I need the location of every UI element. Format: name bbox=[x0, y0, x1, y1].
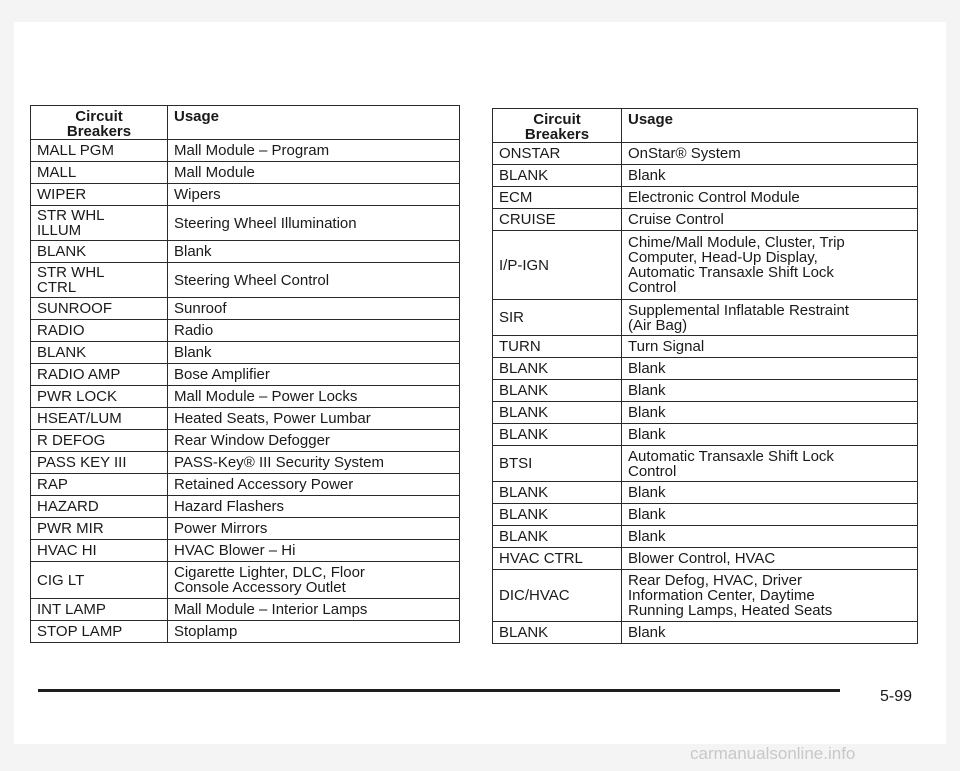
circuit-cell: CRUISE bbox=[493, 209, 622, 231]
usage-cell: Blank bbox=[622, 424, 918, 446]
circuit-cell: STR WHL ILLUM bbox=[31, 206, 168, 241]
circuit-cell: BLANK bbox=[493, 504, 622, 526]
table-row bbox=[493, 402, 918, 424]
usage-cell: Automatic Transaxle Shift Lock Control bbox=[622, 446, 918, 482]
table-row bbox=[493, 187, 918, 209]
usage-cell: Rear Defog, HVAC, Driver Information Center, Daytime Running Lamps, Heated Seats bbox=[622, 570, 918, 622]
table-row bbox=[493, 482, 918, 504]
usage-cell: Power Mirrors bbox=[168, 518, 460, 540]
table-row bbox=[493, 446, 918, 482]
usage-cell: Mall Module bbox=[168, 162, 460, 184]
circuit-cell: HAZARD bbox=[31, 496, 168, 518]
circuit-cell: DIC/HVAC bbox=[493, 570, 622, 622]
table-row bbox=[493, 358, 918, 380]
table-row bbox=[31, 263, 460, 298]
table-row bbox=[493, 209, 918, 231]
usage-cell: Rear Window Defogger bbox=[168, 430, 460, 452]
circuit-cell: PWR LOCK bbox=[31, 386, 168, 408]
usage-cell: Wipers bbox=[168, 184, 460, 206]
usage-cell: Heated Seats, Power Lumbar bbox=[168, 408, 460, 430]
table-row bbox=[493, 380, 918, 402]
table-row bbox=[31, 430, 460, 452]
circuit-cell: BLANK bbox=[493, 358, 622, 380]
watermark: carmanualsonline.info bbox=[690, 744, 856, 763]
circuit-cell: STOP LAMP bbox=[31, 621, 168, 643]
usage-cell: Cruise Control bbox=[622, 209, 918, 231]
table-row bbox=[493, 165, 918, 187]
circuit-cell: BLANK bbox=[493, 165, 622, 187]
usage-cell: Blank bbox=[622, 482, 918, 504]
usage-cell: Blank bbox=[622, 402, 918, 424]
circuit-cell: TURN bbox=[493, 336, 622, 358]
table-row bbox=[31, 386, 460, 408]
usage-cell: Electronic Control Module bbox=[622, 187, 918, 209]
circuit-cell: I/P-IGN bbox=[493, 231, 622, 300]
usage-cell: OnStar® System bbox=[622, 143, 918, 165]
table-row bbox=[31, 320, 460, 342]
circuit-cell: HVAC CTRL bbox=[493, 548, 622, 570]
table-row bbox=[31, 206, 460, 241]
circuit-breaker-table-left bbox=[30, 105, 460, 643]
usage-cell: Hazard Flashers bbox=[168, 496, 460, 518]
header-usage: Usage bbox=[622, 109, 918, 143]
circuit-cell: BLANK bbox=[31, 342, 168, 364]
usage-cell: Blank bbox=[622, 622, 918, 644]
circuit-cell: STR WHL CTRL bbox=[31, 263, 168, 298]
footer-rule bbox=[38, 689, 840, 692]
circuit-cell: BLANK bbox=[31, 241, 168, 263]
usage-cell: Radio bbox=[168, 320, 460, 342]
table-row bbox=[31, 162, 460, 184]
circuit-cell: R DEFOG bbox=[31, 430, 168, 452]
table-row bbox=[31, 562, 460, 599]
usage-cell: Chime/Mall Module, Cluster, Trip Computer, Head-Up Display, Automatic Transaxle Shift Lock Control bbox=[622, 231, 918, 300]
table-row bbox=[493, 143, 918, 165]
circuit-cell: SIR bbox=[493, 300, 622, 336]
table-header-row bbox=[493, 109, 918, 143]
usage-cell: Blank bbox=[168, 241, 460, 263]
circuit-cell: BLANK bbox=[493, 380, 622, 402]
circuit-cell: RADIO AMP bbox=[31, 364, 168, 386]
page-number: 5-99 bbox=[880, 688, 913, 705]
table-row bbox=[31, 241, 460, 263]
circuit-cell: HVAC HI bbox=[31, 540, 168, 562]
circuit-cell: SUNROOF bbox=[31, 298, 168, 320]
usage-cell: HVAC Blower – Hi bbox=[168, 540, 460, 562]
circuit-cell: BLANK bbox=[493, 402, 622, 424]
table-row bbox=[31, 408, 460, 430]
circuit-cell: BTSI bbox=[493, 446, 622, 482]
table-row bbox=[493, 300, 918, 336]
usage-cell: Blank bbox=[622, 526, 918, 548]
circuit-breaker-table-right bbox=[492, 108, 918, 644]
usage-cell: Mall Module – Interior Lamps bbox=[168, 599, 460, 621]
usage-cell: Blank bbox=[622, 504, 918, 526]
table-row bbox=[31, 474, 460, 496]
table-row bbox=[31, 342, 460, 364]
usage-cell: Retained Accessory Power bbox=[168, 474, 460, 496]
table-row bbox=[31, 184, 460, 206]
table-row bbox=[31, 621, 460, 643]
circuit-cell: BLANK bbox=[493, 482, 622, 504]
table-row bbox=[493, 548, 918, 570]
usage-cell: Sunroof bbox=[168, 298, 460, 320]
usage-cell: Supplemental Inflatable Restraint (Air Bag) bbox=[622, 300, 918, 336]
table-row bbox=[31, 496, 460, 518]
circuit-cell: PWR MIR bbox=[31, 518, 168, 540]
table-row bbox=[493, 336, 918, 358]
table-row bbox=[493, 622, 918, 644]
circuit-cell: BLANK bbox=[493, 622, 622, 644]
circuit-cell: ONSTAR bbox=[493, 143, 622, 165]
circuit-cell: INT LAMP bbox=[31, 599, 168, 621]
circuit-cell: PASS KEY III bbox=[31, 452, 168, 474]
usage-cell: Stoplamp bbox=[168, 621, 460, 643]
header-circuit-breakers: Circuit Breakers bbox=[493, 109, 622, 143]
header-usage: Usage bbox=[168, 106, 460, 140]
circuit-cell: HSEAT/LUM bbox=[31, 408, 168, 430]
usage-cell: Blank bbox=[622, 358, 918, 380]
header-circuit-breakers: Circuit Breakers bbox=[31, 106, 168, 140]
circuit-cell: RAP bbox=[31, 474, 168, 496]
table-row bbox=[31, 518, 460, 540]
circuit-cell: MALL bbox=[31, 162, 168, 184]
table-row bbox=[493, 570, 918, 622]
table-header-row bbox=[31, 106, 460, 140]
table-row bbox=[31, 452, 460, 474]
usage-cell: Steering Wheel Illumination bbox=[168, 206, 460, 241]
usage-cell: Mall Module – Power Locks bbox=[168, 386, 460, 408]
table-row bbox=[493, 526, 918, 548]
table-row bbox=[31, 140, 460, 162]
usage-cell: Blank bbox=[622, 380, 918, 402]
table-row bbox=[31, 364, 460, 386]
circuit-cell: RADIO bbox=[31, 320, 168, 342]
circuit-cell: CIG LT bbox=[31, 562, 168, 599]
usage-cell: Bose Amplifier bbox=[168, 364, 460, 386]
usage-cell: Turn Signal bbox=[622, 336, 918, 358]
usage-cell: Blower Control, HVAC bbox=[622, 548, 918, 570]
table-row bbox=[31, 298, 460, 320]
circuit-cell: BLANK bbox=[493, 424, 622, 446]
usage-cell: PASS-Key® III Security System bbox=[168, 452, 460, 474]
usage-cell: Blank bbox=[168, 342, 460, 364]
circuit-cell: WIPER bbox=[31, 184, 168, 206]
usage-cell: Steering Wheel Control bbox=[168, 263, 460, 298]
circuit-cell: ECM bbox=[493, 187, 622, 209]
table-row bbox=[493, 424, 918, 446]
table-row bbox=[493, 504, 918, 526]
usage-cell: Cigarette Lighter, DLC, Floor Console Accessory Outlet bbox=[168, 562, 460, 599]
usage-cell: Mall Module – Program bbox=[168, 140, 460, 162]
table-row bbox=[31, 599, 460, 621]
usage-cell: Blank bbox=[622, 165, 918, 187]
table-row bbox=[493, 231, 918, 300]
circuit-cell: MALL PGM bbox=[31, 140, 168, 162]
table-row bbox=[31, 540, 460, 562]
circuit-cell: BLANK bbox=[493, 526, 622, 548]
